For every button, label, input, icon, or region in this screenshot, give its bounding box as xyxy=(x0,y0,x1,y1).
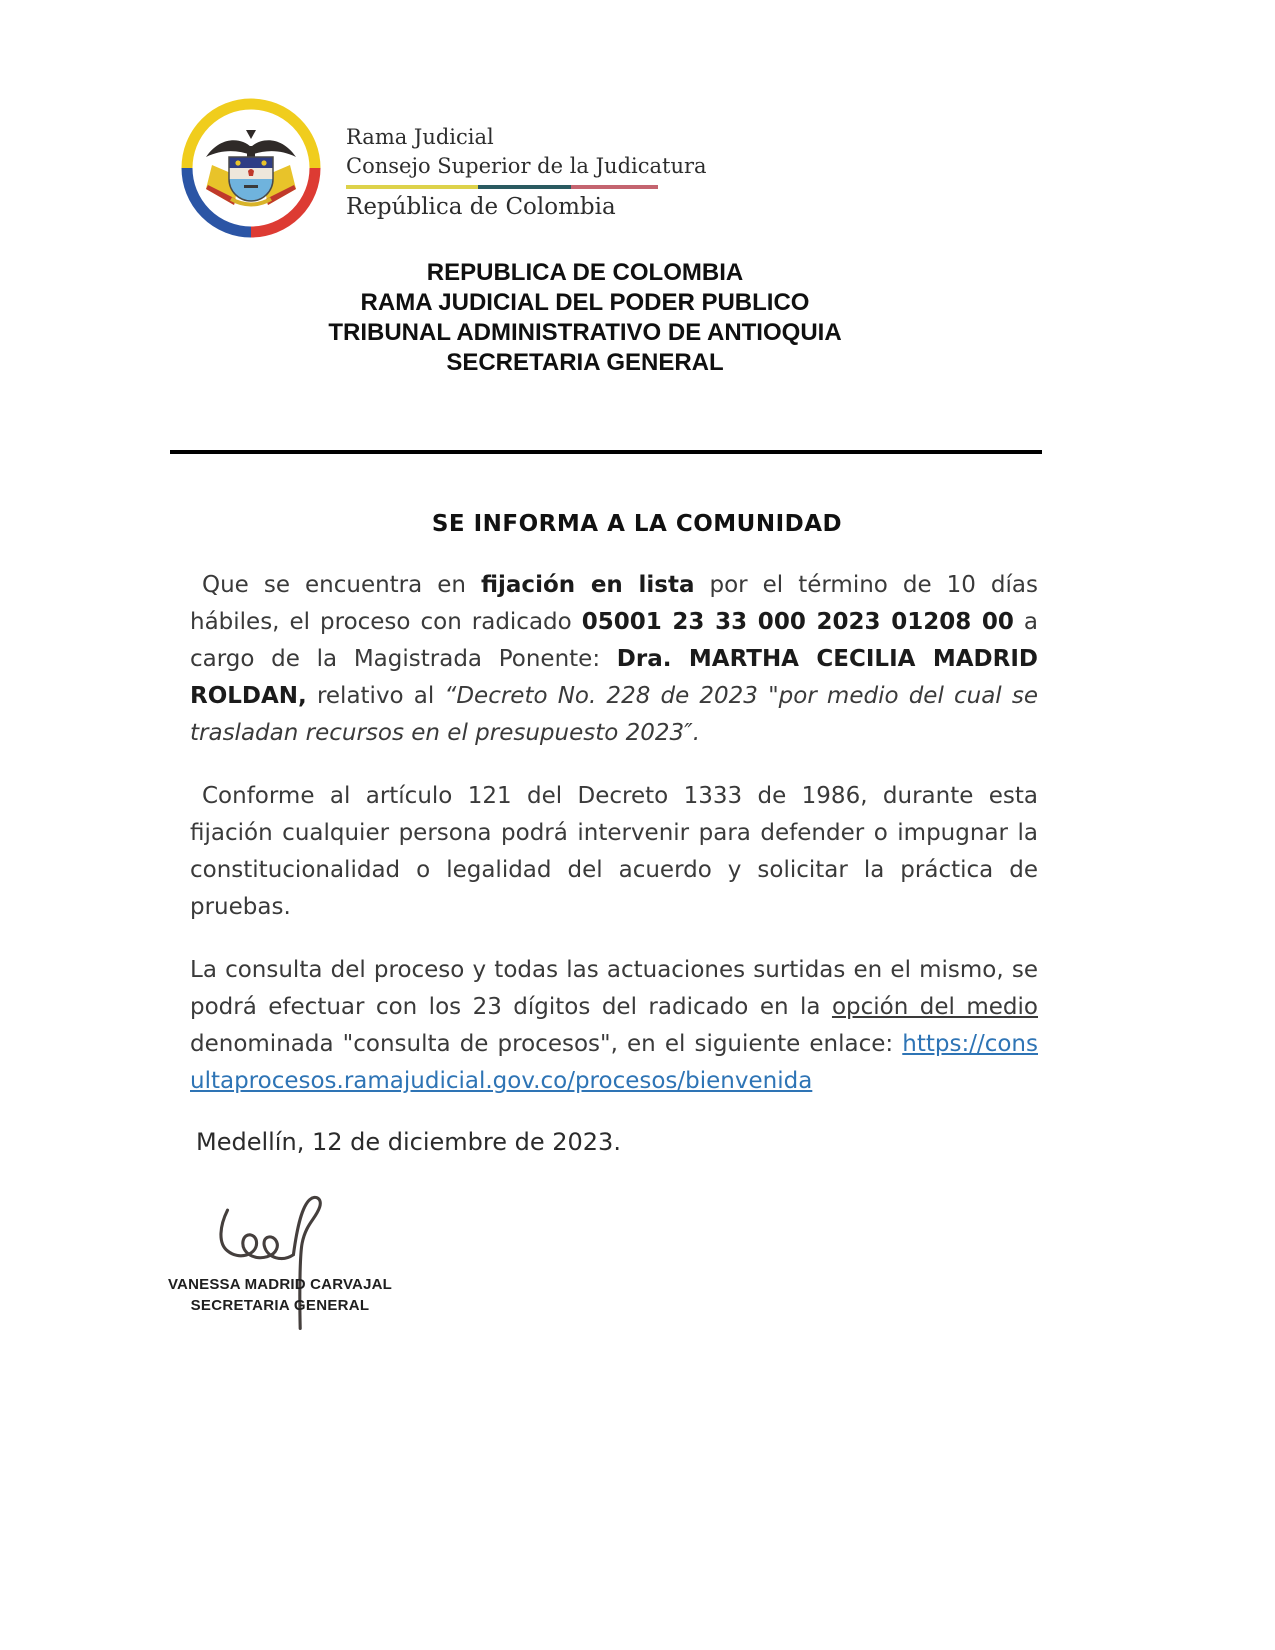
colombia-coat-of-arms-icon xyxy=(176,93,326,243)
text-run: Dra. MARTHA CECILIA MADRID ROLDAN, xyxy=(190,646,1038,709)
process-consultation-link[interactable]: https://consultaprocesos.ramajudicial.gov.co/procesos/bienvenida xyxy=(190,1031,1038,1094)
text-run: fijación en lista xyxy=(480,572,695,598)
divider-red-segment xyxy=(571,185,658,189)
signer-name: VANESSA MADRID CARVAJAL xyxy=(167,1276,393,1293)
divider-teal-segment xyxy=(478,185,571,189)
paragraph-conforme-articulo xyxy=(190,778,1038,926)
text-run: Que se encuentra en xyxy=(202,572,481,598)
dateline: Medellín, 12 de diciembre de 2023. xyxy=(196,1128,621,1156)
header-line-secretaria: SECRETARIA GENERAL xyxy=(446,349,724,376)
text-run: 05001 23 33 000 2023 01208 00 xyxy=(581,609,1014,635)
notice-title: SE INFORMA A LA COMUNIDAD xyxy=(431,511,843,537)
logo-org-subname: Consejo Superior de la Judicatura xyxy=(346,154,707,178)
divider-yellow-segment xyxy=(346,185,478,189)
text-run: “Decreto No. 228 de 2023 "por medio del cual se trasladan recursos en el presupuesto 2023″. xyxy=(190,683,1038,746)
horizontal-rule xyxy=(170,450,1042,454)
header-line-tribunal: TRIBUNAL ADMINISTRATIVO DE ANTIOQUIA xyxy=(328,319,842,346)
signature-block xyxy=(160,1274,400,1316)
text-run: Conforme al artículo 121 del Decreto 1333 de 1986, durante esta fijación cualquier persona podrá intervenir para defender o impugnar la constitucionalidad o legalidad del acuerdo y solicitar la práctica de pruebas. xyxy=(190,783,1038,920)
text-run: La consulta del proceso y todas las actuaciones surtidas en el mismo, se podrá efectuar con los 23 dígitos del radicado en la xyxy=(190,957,1038,1020)
logo-country: República de Colombia xyxy=(346,194,616,220)
signer-title: SECRETARIA GENERAL xyxy=(190,1297,370,1314)
header-line-rama: RAMA JUDICIAL DEL PODER PUBLICO xyxy=(360,289,810,316)
text-run: relativo al xyxy=(306,683,445,709)
text-run: opción del medio xyxy=(831,994,1038,1020)
header-line-republica: REPUBLICA DE COLOMBIA xyxy=(426,259,744,286)
paragraph-consulta-proceso xyxy=(190,952,1038,1100)
paragraph-fijacion-en-lista xyxy=(190,567,1038,752)
logo-text xyxy=(346,93,707,243)
tricolor-divider xyxy=(346,185,658,189)
logo-org-name: Rama Judicial xyxy=(346,125,494,149)
text-run: por el término de 10 días hábiles, el proceso con radicado xyxy=(190,572,1038,635)
rama-judicial-logo xyxy=(176,93,707,243)
notice-body xyxy=(190,506,1038,1126)
text-run: denominada "consulta de procesos", en el siguiente enlace: xyxy=(190,1031,903,1057)
condor-icon xyxy=(206,130,296,159)
document-header xyxy=(150,258,1020,378)
text-run: a cargo de la Magistrada Ponente: xyxy=(190,609,1039,672)
